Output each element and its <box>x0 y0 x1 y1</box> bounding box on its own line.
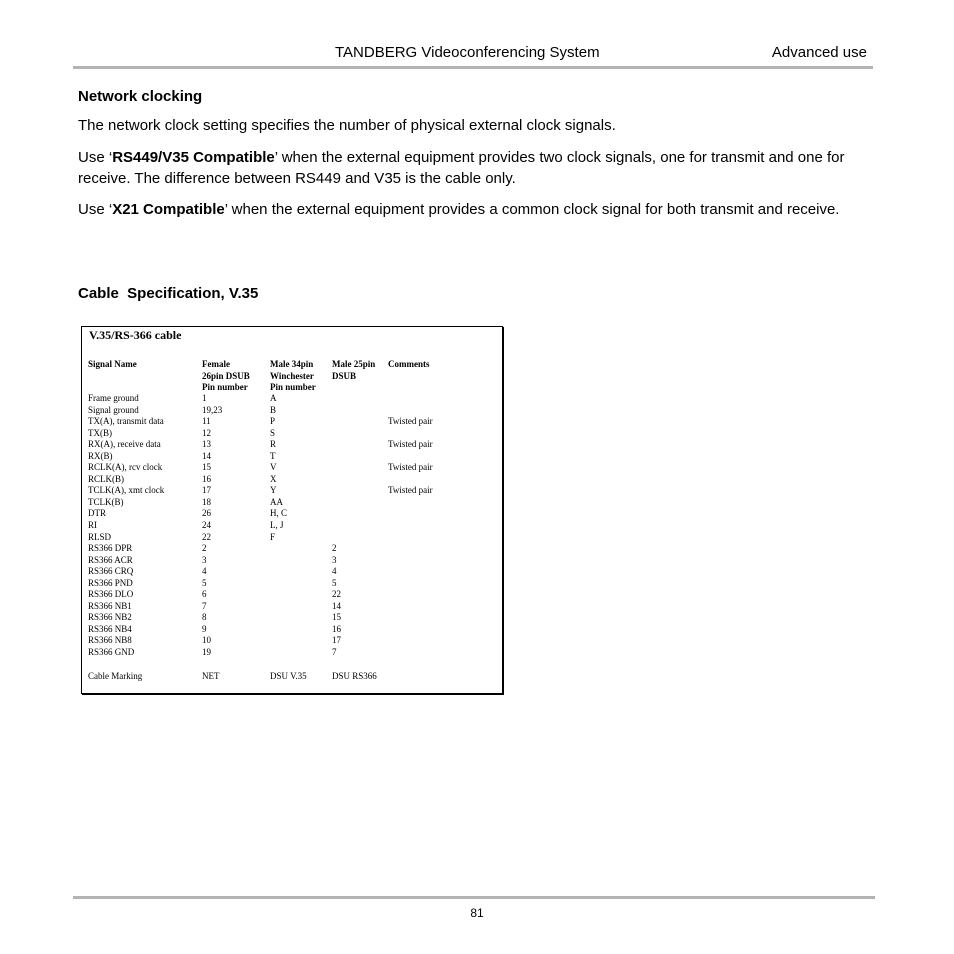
column-header-line: 26pin DSUB <box>202 370 250 381</box>
table-cell: RS366 NB8 <box>88 635 132 646</box>
table-row <box>82 428 502 440</box>
header-section: Advanced use <box>771 44 867 61</box>
table-cell: Twisted pair <box>388 416 433 427</box>
table-cell: RS366 NB2 <box>88 612 132 623</box>
table-row <box>82 624 502 636</box>
table-cell: 16 <box>332 623 341 634</box>
table-cell: P <box>270 416 276 427</box>
table-cell: RX(A), receive data <box>88 439 161 450</box>
p3-rest: ’ when the external equipment provides a common clock signal for both transmit and receive. <box>224 201 840 218</box>
p2-emphasis: RS449/V35 Compatible <box>112 149 275 166</box>
table-cell: 7 <box>332 647 337 658</box>
table-cell: 17 <box>332 635 341 646</box>
table-row <box>82 566 502 578</box>
table-cell: 17 <box>202 485 211 496</box>
table-cell: NET <box>202 671 220 681</box>
column-header-line: Male 25pin <box>332 359 376 369</box>
table-cell: RS366 ACR <box>88 554 133 565</box>
table-cell: B <box>270 404 277 415</box>
table-cell: RX(B) <box>88 450 113 461</box>
table-cell: 10 <box>202 635 211 646</box>
table-cell: 14 <box>202 450 211 461</box>
table-cell: Y <box>270 485 277 496</box>
table-cell: 2 <box>332 543 337 554</box>
footer-rule <box>73 896 875 899</box>
table-row <box>82 601 502 613</box>
table-row <box>82 589 502 601</box>
table-cell: 19 <box>202 647 211 658</box>
table-cell: RLSD <box>88 531 112 542</box>
table-cell: L, J <box>270 520 284 531</box>
table-cell: DTR <box>88 508 106 519</box>
table-cell: 18 <box>202 496 211 507</box>
header-rule <box>73 66 873 69</box>
p2-rest: ’ when the external equipment provides two clock signals, one for transmit and one for receive. The difference between RS449 and V35 is the cable only. <box>78 149 845 187</box>
cable-spec-box <box>81 326 503 694</box>
column-header-line: Signal Name <box>88 359 137 369</box>
column-header <box>388 359 430 371</box>
column-header <box>202 359 250 394</box>
table-row <box>82 462 502 474</box>
table-cell: 5 <box>332 577 337 588</box>
table-cell: 7 <box>202 600 207 611</box>
table-cell: 15 <box>202 462 211 473</box>
column-header-line: Winchester <box>270 370 314 381</box>
column-header-line: Female <box>202 359 230 369</box>
p3-lead: Use ‘ <box>78 201 113 218</box>
page-number: 81 <box>470 906 484 920</box>
table-row <box>82 532 502 544</box>
table-cell: Twisted pair <box>388 439 433 450</box>
cable-spec-heading: Cable Specification, V.35 <box>78 285 259 302</box>
table-cell: 9 <box>202 623 207 634</box>
table-row <box>82 497 502 509</box>
cable-marking-row <box>82 671 502 683</box>
table-cell: TX(A), transmit data <box>88 416 164 427</box>
table-cell: RS366 NB1 <box>88 600 132 611</box>
table-cell: R <box>270 439 277 450</box>
table-cell: A <box>270 393 277 403</box>
table-row <box>82 612 502 624</box>
table-cell: 4 <box>202 566 207 577</box>
table-row <box>82 520 502 532</box>
table-row <box>82 578 502 590</box>
cable-box-title: V.35/RS-366 cable <box>89 328 182 342</box>
table-cell: 3 <box>202 554 207 565</box>
table-cell: DSU V.35 <box>270 671 307 681</box>
header-title: TANDBERG Videoconferencing System <box>335 44 600 61</box>
table-cell: TCLK(B) <box>88 496 124 507</box>
table-cell: Twisted pair <box>388 462 433 473</box>
table-cell: 1 <box>202 393 207 403</box>
table-cell: RS366 DPR <box>88 543 133 554</box>
table-cell: RS366 CRQ <box>88 566 134 577</box>
table-cell: 4 <box>332 566 337 577</box>
table-row <box>82 508 502 520</box>
table-cell: RS366 NB4 <box>88 623 132 634</box>
table-row <box>82 416 502 428</box>
column-header-line: Pin number <box>202 382 248 392</box>
table-cell: 15 <box>332 612 341 623</box>
table-cell: 16 <box>202 473 211 484</box>
table-row <box>82 647 502 659</box>
table-cell: T <box>270 450 276 461</box>
table-cell: RCLK(A), rcv clock <box>88 462 163 473</box>
p2-lead: Use ‘ <box>78 149 113 166</box>
table-row <box>82 439 502 451</box>
table-cell: 3 <box>332 554 337 565</box>
table-cell: RI <box>88 520 97 531</box>
table-cell: RS366 GND <box>88 647 135 658</box>
table-cell: Cable Marking <box>88 671 143 681</box>
column-header <box>88 359 137 371</box>
table-cell: 24 <box>202 520 211 531</box>
table-cell: RS366 DLO <box>88 589 134 600</box>
network-clocking-paragraph-1: The network clock setting specifies the number of physical external clock signals. <box>78 117 616 134</box>
table-row <box>82 405 502 417</box>
table-cell: 14 <box>332 600 341 611</box>
column-header-line: DSUB <box>332 370 357 381</box>
cable-table-rows <box>82 393 502 659</box>
table-cell: 6 <box>202 589 207 600</box>
table-row <box>82 393 502 405</box>
table-row <box>82 474 502 486</box>
table-cell: DSU RS366 <box>332 671 377 681</box>
table-cell: 19,23 <box>202 404 223 415</box>
table-cell: RCLK(B) <box>88 473 124 484</box>
table-cell: S <box>270 427 276 438</box>
table-cell: AA <box>270 496 283 507</box>
column-header-line: Male 34pin <box>270 359 314 369</box>
table-cell: 11 <box>202 416 211 427</box>
table-cell: 2 <box>202 543 207 554</box>
column-header <box>270 359 316 394</box>
p3-emphasis: X21 Compatible <box>112 201 225 218</box>
table-cell: 22 <box>202 531 211 542</box>
column-header <box>332 359 375 382</box>
table-cell: F <box>270 531 276 542</box>
table-cell: X <box>270 473 277 484</box>
table-row <box>82 543 502 555</box>
network-clocking-heading: Network clocking <box>78 88 203 105</box>
table-cell: Twisted pair <box>388 485 433 496</box>
table-cell: TX(B) <box>88 427 112 438</box>
table-cell: Signal ground <box>88 404 139 415</box>
table-cell: Frame ground <box>88 393 139 403</box>
table-cell: 26 <box>202 508 211 519</box>
table-cell: 12 <box>202 427 211 438</box>
table-cell: H, C <box>270 508 288 519</box>
table-row <box>82 555 502 567</box>
table-cell: 22 <box>332 589 341 600</box>
table-row <box>82 635 502 647</box>
table-cell: V <box>270 462 277 473</box>
column-header-line: Pin number <box>270 382 316 392</box>
table-cell: 13 <box>202 439 211 450</box>
table-cell: 5 <box>202 577 207 588</box>
table-cell: RS366 PND <box>88 577 133 588</box>
network-clocking-paragraph-2 <box>78 147 878 189</box>
column-header-line: Comments <box>388 359 430 369</box>
table-cell: TCLK(A), xmt clock <box>88 485 165 496</box>
table-row <box>82 451 502 463</box>
table-cell: 8 <box>202 612 207 623</box>
network-clocking-paragraph-3 <box>78 199 878 220</box>
table-row <box>82 485 502 497</box>
